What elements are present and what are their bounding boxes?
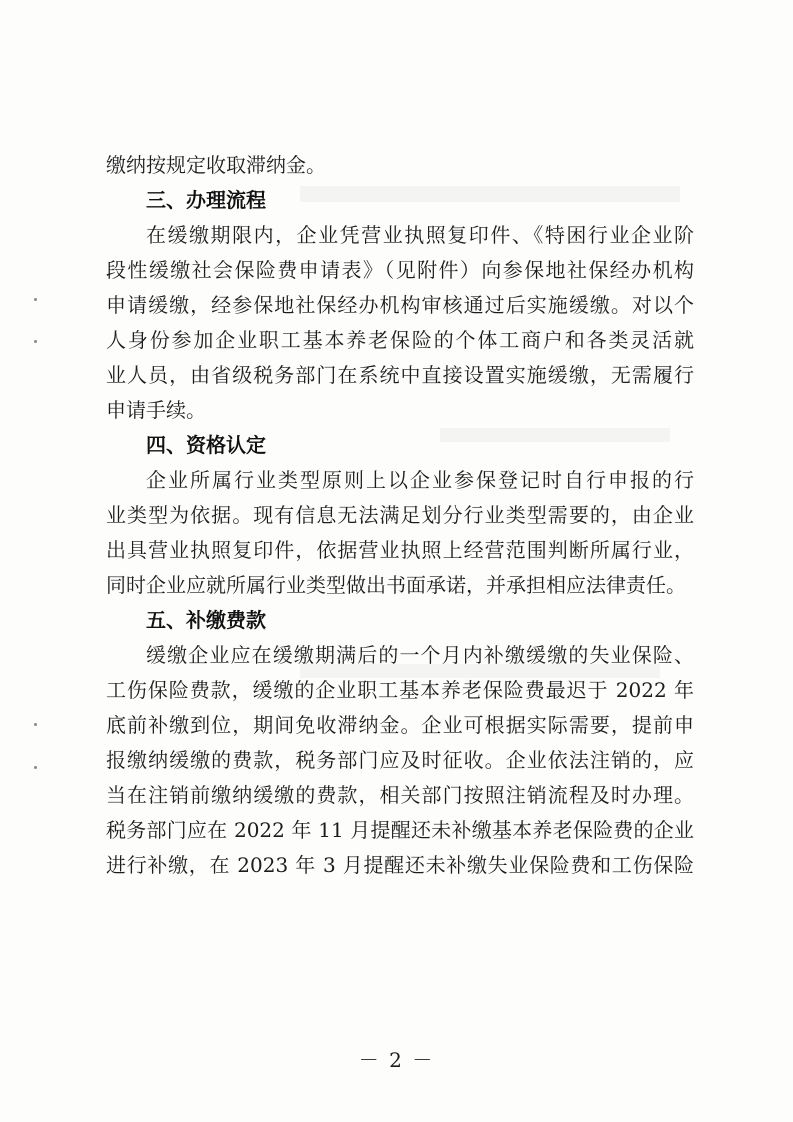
paragraph-line: 在缓缴期限内，企业凭营业执照复印件、《特困行业企业阶 (146, 223, 694, 247)
paragraph-line: 申请手续。 (106, 398, 206, 422)
page-number: － 2 － (358, 1048, 435, 1072)
paragraph-line: 缓缴企业应在缓缴期满后的一个月内补缴缓缴的失业保险、 (146, 643, 694, 667)
scan-speck (34, 298, 37, 301)
paragraph-line: 出具营业执照复印件，依据营业执照上经营范围判断所属行业， (106, 538, 694, 562)
section-heading-qualification: 四、资格认定 (146, 433, 266, 457)
paragraph-line: 企业所属行业类型原则上以企业参保登记时自行申报的行 (146, 468, 694, 492)
paragraph-line: 缴纳按规定收取滞纳金。 (106, 153, 326, 177)
paragraph-line: 工伤保险费款，缓缴的企业职工基本养老保险费最迟于 2022 年 (106, 678, 694, 702)
paragraph-line: 当在注销前缴纳缓缴的费款，相关部门按照注销流程及时办理。 (106, 783, 694, 807)
paragraph-line: 业人员，由省级税务部门在系统中直接设置实施缓缴，无需履行 (106, 363, 694, 387)
paragraph-line: 同时企业应就所属行业类型做出书面承诺，并承担相应法律责任。 (106, 573, 686, 597)
paragraph-line: 底前补缴到位，期间免收滞纳金。企业可根据实际需要，提前申 (106, 713, 694, 737)
paragraph-line: 税务部门应在 2022 年 11 月提醒还未补缴基本养老保险费的企业 (106, 818, 694, 842)
paragraph-line: 人身份参加企业职工基本养老保险的个体工商户和各类灵活就 (106, 328, 694, 352)
paragraph-line: 进行补缴，在 2023 年 3 月提醒还未补缴失业保险费和工伤保险 (106, 853, 694, 877)
section-heading-repayment: 五、补缴费款 (146, 608, 266, 632)
paragraph-line: 段性缓缴社会保险费申请表》（见附件）向参保地社保经办机构 (106, 258, 694, 282)
scan-speck (34, 340, 37, 343)
paragraph-line: 报缴纳缓缴的费款，税务部门应及时征收。企业依法注销的，应 (106, 748, 694, 772)
scan-speck (34, 723, 37, 726)
paragraph-line: 业类型为依据。现有信息无法满足划分行业类型需要的，由企业 (106, 503, 694, 527)
document-body (106, 148, 694, 883)
paragraph-line: 申请缓缴，经参保地社保经办机构审核通过后实施缓缴。对以个 (106, 293, 694, 317)
scan-speck (34, 766, 37, 769)
section-heading-process: 三、办理流程 (146, 188, 266, 212)
